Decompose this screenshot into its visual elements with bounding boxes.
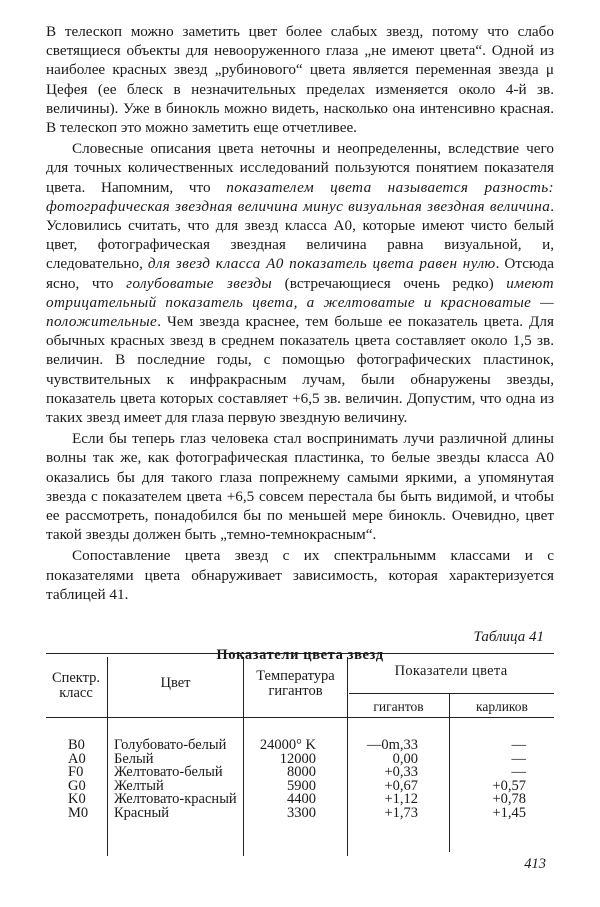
column-giants-index: [354, 739, 418, 821]
text-run: . Чем звезда краснее, тем больше ее показатель цвета. Для обычных красных звезд в среднем показатель цвета составляет около 1,5 зв. величин. В последние годы, с помощью фотографических пластинок, чувствительных к инфракрасным лучам, были обнаружены звезды, показатель цвета которых составляет +6,5 зв. величин. Допустим, что одна из таких звезд имеет для глаза первую звездную величину.: [46, 313, 554, 427]
table-cell-dwarfs: —: [511, 764, 526, 781]
table-cell-color: Красный: [114, 804, 170, 821]
table-cell-spectral-class: G0: [68, 777, 86, 794]
body-text: [46, 22, 554, 604]
table-cell-spectral-class: F0: [68, 764, 84, 781]
table-top-rule: [46, 653, 554, 654]
table-cell-color: Голубовато-белый: [114, 737, 227, 753]
header-spectral-class: Спектр. класс: [51, 670, 101, 701]
table-cell-temperature: 4400: [287, 791, 316, 808]
table-cell-color: Белый: [114, 750, 154, 767]
column-color: [114, 739, 246, 821]
italic-text: для звезд класса А0 показатель цвета равен нулю: [147, 255, 496, 273]
header-color-index: Показатели цвета: [394, 663, 508, 679]
text-run: Словесные описания цвета неточны и неопределенны, вследствие чего для точных количественных исследований пользуются понятием показателя цвета. Напомним, что: [46, 140, 554, 196]
table-cell-dwarfs: +0,78: [492, 791, 526, 808]
table-header-rule: [46, 717, 554, 718]
column-divider: [347, 657, 348, 856]
text-run: . Отсюда ясно, что: [46, 255, 554, 292]
header-giants: гигантов: [373, 699, 424, 714]
table-title: Показатели цвета звезд: [216, 647, 384, 663]
column-dwarfs-index: [454, 739, 526, 821]
column-temperature: [246, 739, 316, 821]
table-label: Таблица 41: [473, 629, 544, 645]
table-cell-dwarfs: —: [511, 750, 526, 767]
text-run: . Условились считать, что для звезд класса А0, которые имеют чисто белый цвет, фотографическая звездная величина равна визуальной, и, следовательно,: [46, 197, 554, 273]
table-cell-giants: +1,12: [384, 791, 418, 808]
text-run: Если бы теперь глаз человека стал воспринимать лучи различной длины волны так же, как фотографическая пластинка, то белые звезды класса А0 оказались бы для такого глаза попрежнему самыми яркими, а упомянутая звезда с показателем цвета +6,5 совсем перестала бы быть видимой, и чтобы ее рассмотреть, понадобился бы по меньшей мере бинокль. Очевидно, цвет такой звезды должен быть „темно-темнокрасным“.: [46, 430, 554, 544]
table-cell-spectral-class: A0: [68, 750, 86, 767]
table-cell-temperature: 12000: [279, 750, 316, 767]
paragraph: [46, 429, 554, 544]
column-divider: [449, 694, 450, 852]
italic-text: показателем цвета называется разность: фотографическая звездная величина минус визуальная звездная величина: [46, 178, 554, 215]
color-index-table: [46, 653, 554, 858]
book-page: [46, 22, 554, 872]
table-cell-color: Желтовато-белый: [114, 764, 223, 781]
table-cell-spectral-class: M0: [68, 804, 89, 821]
table-cell-temperature: 8000: [287, 764, 316, 781]
table-cell-color: Желтый: [114, 777, 164, 794]
table-cell-giants: +1,73: [384, 804, 418, 821]
text-run: (встречающиеся очень редко): [272, 274, 507, 292]
table-cell-giants: 0,00: [392, 750, 418, 767]
paragraph: [46, 546, 554, 604]
table-cell-spectral-class: K0: [68, 791, 86, 808]
italic-text: голубоватые звезды: [126, 274, 273, 292]
column-spectral-class: [68, 739, 104, 821]
table-cell-dwarfs: +1,45: [492, 804, 526, 821]
table-cell-giants: +0,33: [384, 764, 418, 781]
table-cell-temperature: 3300: [287, 804, 316, 821]
table-cell-spectral-class: B0: [68, 737, 85, 753]
table-subheader-rule: [349, 693, 554, 694]
table-cell-giants: +0,67: [384, 777, 418, 794]
header-temperature: Температура гигантов: [256, 668, 335, 699]
header-dwarfs: карликов: [476, 699, 528, 714]
table-cell-temperature: 24000° K: [259, 737, 316, 753]
table-cell-color: Желтовато-красный: [114, 791, 237, 808]
paragraph: [46, 139, 554, 427]
table-cell-dwarfs: +0,57: [492, 777, 526, 794]
table-cell-dwarfs: —: [511, 737, 526, 753]
text-run: В телескоп можно заметить цвет более слабых звезд, потому что слабо светящиеся объекты для невооруженного глаза „не имеют цвета“. Одной из наиболее красных звезд „рубинового“ цвета является переменная звезда μ Цефея (ее блеск в незначительных пределах изменяется около 4-й зв. величины). Уже в бинокль можно видеть, насколько она интенсивно красная. В телескоп это можно заметить еще отчетливее.: [46, 23, 554, 137]
table-cell-giants: —0m,33: [366, 737, 418, 753]
table-cell-temperature: 5900: [287, 777, 316, 794]
header-color: Цвет: [160, 675, 191, 691]
paragraph: [46, 22, 554, 137]
text-run: Сопоставление цвета звезд с их спектральнымм классами и с показателями цвета обнаруживает зависимость, которая характеризуется таблицей 41.: [46, 547, 554, 603]
page-number: 413: [524, 856, 546, 872]
italic-text: имеют отрицательный показатель цвета, а желтоватые и красноватые — положительные: [46, 274, 554, 331]
